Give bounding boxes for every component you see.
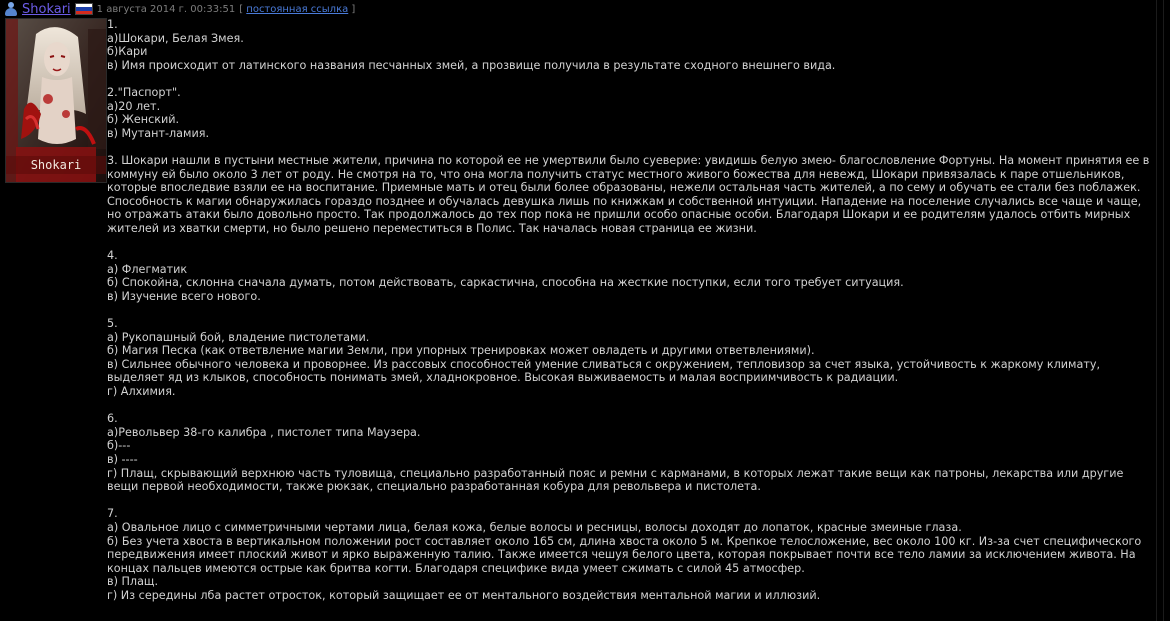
post-header <box>4 1 355 17</box>
post-line: а)Шокари, Белая Змея. <box>107 31 244 45</box>
post-line: в) ---- <box>107 453 138 466</box>
post-timestamp: 1 августа 2014 г. 00:33:51 <box>96 3 236 15</box>
post-line: 3. Шокари нашли в пустыни местные жители, причина по которой ее не умертвили было суеверие: увидишь белую змею- благословление Фортуны. На момент принятия ее в коммуну ей было около 3 лет от роду. Не смотря на то, что она могла получить статус местного живого божества для невежд, Шокари привязалась к паре отшельников, которые впоследвие взяли ее на воспитание. Приемные мать и отец были более образованы, нежели остальная часть жителей, а по сему и обучать ее стали без поблажек. Способность к магии обнаружилась гораздо позднее и обучалась девушка лишь по книжкам и собственной интуиции. Нападение на поселение случались все чаще и чаще, но отражать атаки было довольно просто. Так продолжалось до тех пор пока не пришли особо опасные особи. Благодаря Шокари и ее родителям удалось отбить мирных жителей из хватки смерти, но было решено переместиться в Полис. Так началась новая страница ее жизни. <box>107 153 1150 235</box>
russia-flag-icon <box>75 3 93 15</box>
post-line: г) Плащ, скрывающий верхнюю часть туловища, специально разработанный пояс и ремни с карманами, в которых лежат такие вещи как патроны, лекарства или другие вещи первой необходимости, также рюкзак, специально разработанная кобура для револьвера и пистолета. <box>107 466 1124 494</box>
column-divider-secondary <box>1163 0 1164 621</box>
post-line: в) Имя происходит от латинского названия песчанных змей, а прозвище получила в результате сходного внешнего вида. <box>107 58 836 72</box>
user-icon <box>4 2 18 16</box>
post-line: в) Сильнее обычного человека и проворнее. Из рассовых способностей умение сливаться с окружением, тепловизор за счет языка, устойчивость к жаркому климату, выделяет яд из клыков, способность понимать змей, хладнокровное. Высокая выживаемость и малая восприимчивость к радиации. <box>107 357 1101 385</box>
post-line: 2."Паспорт". <box>107 85 181 99</box>
blank-line <box>107 72 1157 86</box>
post-line: в) Мутант-ламия. <box>107 126 210 140</box>
post-line: г) Алхимия. <box>107 385 176 399</box>
post-line: в) Изучение всего нового. <box>107 289 261 303</box>
blank-line <box>107 140 1157 154</box>
avatar-image <box>6 19 106 182</box>
post-line: а)Револьвер 38-го калибра , пистолет типа Маузера. <box>107 425 421 439</box>
avatar <box>5 18 107 183</box>
username-link[interactable]: Shokari <box>22 1 71 17</box>
post-body <box>107 18 1157 603</box>
post-line: б)Кари <box>107 45 148 59</box>
post-line: а) Овальное лицо с симметричными чертами лица, белая кожа, белые волосы и ресницы, волосы доходят до лопаток, красные змеиные глаза. <box>107 520 962 534</box>
blank-line <box>107 303 1157 317</box>
post-line: б) Спокойна, склонна сначала думать, потом действовать, саркастична, способна на жесткие поступки, если того требует ситуация. <box>107 276 904 290</box>
blank-line <box>107 494 1157 508</box>
post-line: а) Флегматик <box>107 262 188 276</box>
post-line: б)--- <box>107 439 131 453</box>
blank-line <box>107 236 1157 250</box>
post-line: а) Рукопашный бой, владение пистолетами. <box>107 330 370 344</box>
post-line: б) Магия Песка (как ответвление магии Земли, при упорных тренировках может овладеть и другими ответвлениями). <box>107 344 815 358</box>
permalink-link[interactable]: постоянная ссылка <box>246 3 349 15</box>
post-line: а)20 лет. <box>107 99 161 113</box>
post-line: г) Из середины лба растет отросток, который защищает ее от ментального воздействия ментальной магии и иллюзий. <box>107 588 821 602</box>
post-line: б) Женский. <box>107 113 180 127</box>
permalink-wrapper: [ постоянная ссылка ] <box>239 3 356 15</box>
post-line: 4. <box>107 249 118 263</box>
blank-line <box>107 399 1157 413</box>
avatar-caption: Shokari <box>30 158 82 172</box>
post-line: б) Без учета хвоста в вертикальном положении рост составляет около 165 см, длина хвоста около 5 м. Крепкое телосложение, вес около 100 кг. Из-за счет специфического передвижения имеет плоский живот и ярко выраженную талию. Также имеется чешуя белого цвета, которая покрывает почти все тело ламии за исключением живота. На концах пальцев имеются острые как бритва когти. Благодаря специфике вида умеет сжимать с силой 45 атмосфер. <box>107 534 1142 575</box>
post-line: в) Плащ. <box>107 575 159 589</box>
post-line: 7. <box>107 507 118 521</box>
post-line: 6. <box>107 412 118 426</box>
post-line: 1. <box>107 18 118 31</box>
post-line: 5. <box>107 317 118 331</box>
